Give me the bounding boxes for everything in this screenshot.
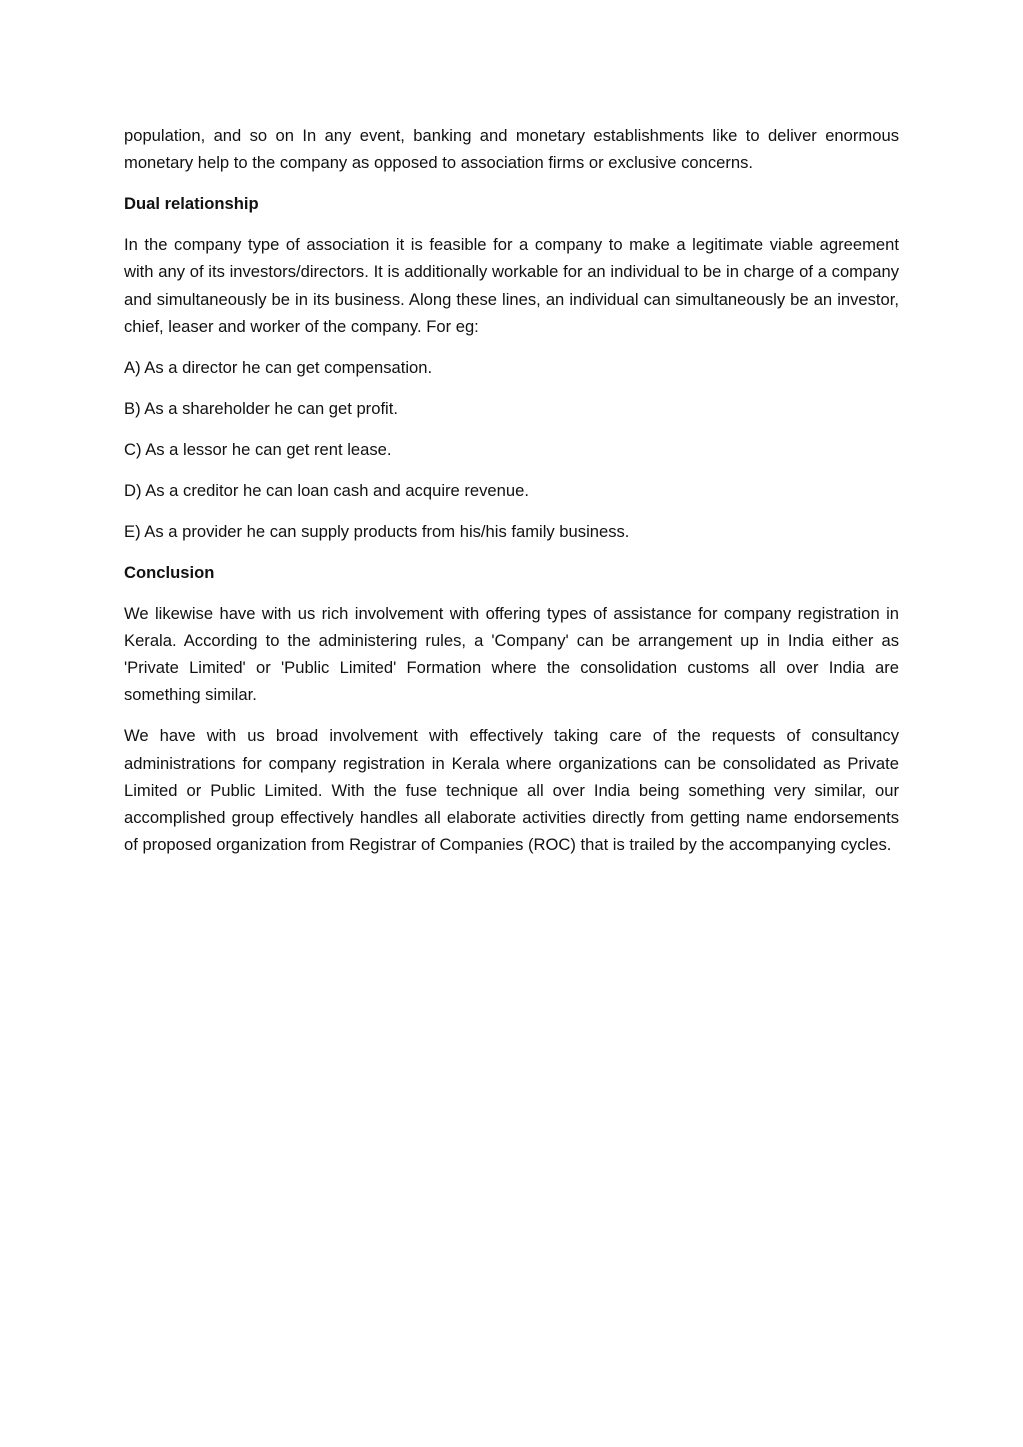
list-item: A) As a director he can get compensation. xyxy=(124,357,433,377)
intro-paragraph: population, and so on In any event, banking and monetary establishments like to deliver enormous monetary help to the company as opposed to association firms or exclusive concerns. xyxy=(124,126,899,173)
conclusion-paragraph-2: We have with us broad involvement with effectively taking care of the requests of consultancy administrations for company registration in Kerala where organizations can be consolidated as Private Limited or Public Limited. With the fuse technique all over India being something very similar, our accomplished group effectively handles all elaborate activities directly from getting name endorsements of proposed organization from Registrar of Companies (ROC) that is trailed by the accompanying cycles. xyxy=(124,726,899,855)
document-page xyxy=(124,122,899,872)
list-item: C) As a lessor he can get rent lease. xyxy=(124,439,392,459)
section-heading-dual-relationship: Dual relationship xyxy=(124,194,259,214)
section-heading-conclusion: Conclusion xyxy=(124,562,215,582)
dual-relationship-paragraph: In the company type of association it is feasible for a company to make a legitimate viable agreement with any of its investors/directors. It is additionally workable for an individual to be in charge of a company and simultaneously be in its business. Along these lines, an individual can simultaneously be an investor, chief, leaser and worker of the company. For eg: xyxy=(124,235,899,336)
list-item: E) As a provider he can supply products from his/his family business. xyxy=(124,521,630,541)
list-item: B) As a shareholder he can get profit. xyxy=(124,398,398,418)
conclusion-paragraph-1: We likewise have with us rich involvement with offering types of assistance for company registration in Kerala. According to the administering rules, a 'Company' can be arrangement up in India either as 'Private Limited' or 'Public Limited' Formation where the consolidation customs all over India are something similar. xyxy=(124,603,899,705)
list-item: D) As a creditor he can loan cash and acquire revenue. xyxy=(124,480,529,500)
